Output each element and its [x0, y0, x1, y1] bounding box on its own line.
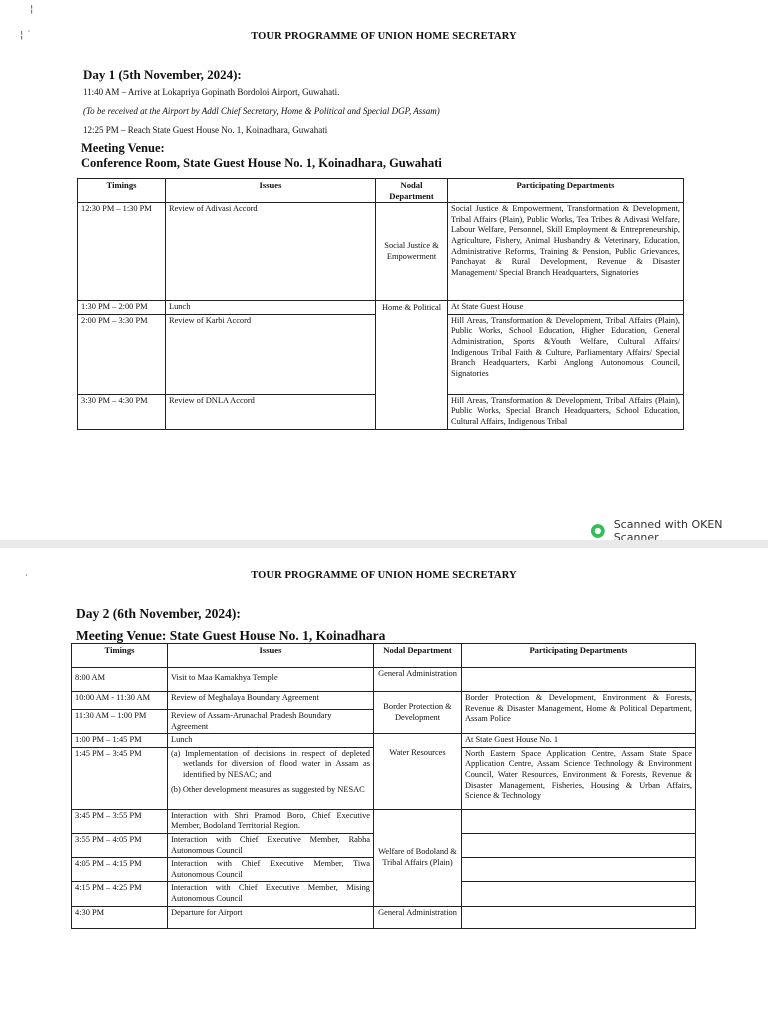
issue-cell: Review of DNLA Accord [166, 394, 376, 429]
issue-cell: Interaction with Shri Pramod Boro, Chief Executive Member, Bodoland Territorial Region. [168, 809, 374, 833]
departments-cell: At State Guest House [448, 301, 684, 315]
page-title: TOUR PROGRAMME OF UNION HOME SECRETARY [251, 570, 517, 581]
table-row [72, 668, 696, 692]
scan-mark: ¦ [30, 4, 34, 15]
table-row [72, 809, 696, 833]
schedule-table-day1 [77, 178, 684, 430]
issue-cell: Review of Assam-Arunachal Pradesh Boundary Agreement [168, 710, 374, 734]
departments-cell: North Eastern Space Application Centre, Assam State Space Application Centre, Assam Science Technology & Environment Council, Water Resources, Environment & Forests, Revenue & Disaster Management, Fisheries, Housing & Urban Affairs, Science & Technology [462, 747, 696, 809]
departments-cell [462, 668, 696, 692]
column-header: Timings [72, 644, 168, 668]
table-header-row [78, 179, 684, 203]
oken-scanner-icon [590, 523, 606, 539]
issue-cell: Interaction with Chief Executive Member, Mising Autonomous Council [168, 882, 374, 906]
departments-cell: Hill Areas, Transformation & Development, Tribal Affairs (Plain), Public Works, Special Branch Headquarters, School Education, Cultural Affairs, Indigenous Tribal [448, 394, 684, 429]
scan-mark: ¦ ˙ [20, 30, 32, 41]
day-heading: Day 2 (6th November, 2024): [76, 606, 241, 621]
issue-list [171, 749, 370, 795]
departments-cell [462, 809, 696, 833]
scanner-watermark [590, 518, 768, 540]
issue-cell: Visit to Maa Kamakhya Temple [168, 668, 374, 692]
departments-cell: Border Protection & Development, Environment & Forests, Revenue & Disaster Management, Home & Political Department, Assam Police [462, 692, 696, 734]
column-header: Issues [168, 644, 374, 668]
timing-cell: 3:55 PM – 4:05 PM [72, 833, 168, 857]
table-row [72, 906, 696, 928]
timing-cell: 3:45 PM – 3:55 PM [72, 809, 168, 833]
departments-cell [462, 858, 696, 882]
issue-cell [168, 747, 374, 809]
venue-label: Meeting Venue: [81, 141, 165, 155]
column-header: Participating Departments [448, 179, 684, 203]
day-heading: Day 1 (5th November, 2024): [83, 67, 242, 82]
table-row [72, 747, 696, 809]
issue-item: (b) Other development measures as suggested by NESAC [171, 784, 365, 794]
issue-cell: Departure for Airport [168, 906, 374, 928]
venue-text: Meeting Venue: State Guest House No. 1, Koinadhara [76, 628, 386, 643]
itinerary-line: 11:40 AM – Arrive at Lokapriya Gopinath Bordoloi Airport, Guwahati. [83, 87, 340, 97]
nodal-cell: Home & Political [376, 301, 448, 429]
timing-cell: 1:30 PM – 2:00 PM [78, 301, 166, 315]
nodal-cell: General Administration [374, 668, 462, 692]
column-header: Timings [78, 179, 166, 203]
departments-cell: Hill Areas, Transformation & Development, Tribal Affairs (Plain), Public Works, School Education, Higher Education, General Administration, Sports &Youth Welfare, Cultural Affairs/ Indigenous Tribal Faith & Culture, Parliamentary Affairs/ Special Branch Headquarters, Karbi Anglong Autonomous Council, Signatories [448, 314, 684, 394]
departments-cell [462, 833, 696, 857]
departments-cell: Social Justice & Empowerment, Transformation & Development, Tribal Affairs (Plain), Public Works, Tea Tribes & Adivasi Welfare, Labour Welfare, Personnel, Skill Employment & Entrepreneurship, Agriculture, Fishery, Animal Husbandry & Veterinary, Education, Administrative Reforms, Training & Pension, Public Grievances, Panchayat & Rural Development, Revenue & Disaster Management/ Special Branch Headquarters, Signatories [448, 203, 684, 301]
issue-cell: Interaction with Chief Executive Member, Rabha Autonomous Council [168, 833, 374, 857]
issue-cell: Review of Karbi Accord [166, 314, 376, 394]
timing-cell: 8:00 AM [72, 668, 168, 692]
nodal-cell: General Administration [374, 906, 462, 928]
timing-cell: 11:30 AM – 1:00 PM [72, 710, 168, 734]
departments-cell [462, 906, 696, 928]
timing-cell: 1:00 PM – 1:45 PM [72, 734, 168, 748]
issue-cell: Review of Adivasi Accord [166, 203, 376, 301]
page-title: TOUR PROGRAMME OF UNION HOME SECRETARY [251, 31, 517, 42]
table-row [78, 203, 684, 301]
issue-cell: Interaction with Chief Executive Member, Tiwa Autonomous Council [168, 858, 374, 882]
table-row [72, 734, 696, 748]
timing-cell: 12:30 PM – 1:30 PM [78, 203, 166, 301]
issue-item: (a) Implementation of decisions in respect of depleted wetlands for diversion of flood water in Assam as identified by NESAC; and [171, 748, 370, 779]
column-header: Issues [166, 179, 376, 203]
nodal-cell: Welfare of Bodoland & Tribal Affairs (Plain) [374, 809, 462, 906]
nodal-cell: Water Resources [374, 747, 462, 809]
departments-cell [462, 882, 696, 906]
timing-cell: 1:45 PM – 3:45 PM [72, 747, 168, 809]
itinerary-line: 12:25 PM – Reach State Guest House No. 1, Koinadhara, Guwahati [83, 125, 328, 135]
scanned-page-2 [0, 548, 768, 1024]
column-header: Participating Departments [462, 644, 696, 668]
table-row [72, 692, 696, 710]
table-row [78, 301, 684, 315]
timing-cell: 4:30 PM [72, 906, 168, 928]
timing-cell: 10:00 AM - 11:30 AM [72, 692, 168, 710]
schedule-table-day2 [71, 643, 696, 929]
column-header: Nodal Department [376, 179, 448, 203]
scan-mark: ˙ [24, 574, 29, 585]
timing-cell: 4:05 PM – 4:15 PM [72, 858, 168, 882]
nodal-cell [374, 734, 462, 748]
table-header-row [72, 644, 696, 668]
column-header: Nodal Department [374, 644, 462, 668]
departments-cell: At State Guest House No. 1 [462, 734, 696, 748]
issue-cell: Lunch [168, 734, 374, 748]
timing-cell: 2:00 PM – 3:30 PM [78, 314, 166, 394]
issue-cell: Review of Meghalaya Boundary Agreement [168, 692, 374, 710]
scanner-text: Scanned with OKEN Scanner [613, 518, 723, 540]
itinerary-note: (To be received at the Airport by Addl Chief Secretary, Home & Political and Special DGP, Assam) [83, 106, 440, 116]
venue-text: Conference Room, State Guest House No. 1, Koinadhara, Guwahati [81, 156, 442, 170]
timing-cell: 3:30 PM – 4:30 PM [78, 394, 166, 429]
timing-cell: 4:15 PM – 4:25 PM [72, 882, 168, 906]
nodal-cell: Social Justice & Empowerment [376, 203, 448, 301]
issue-cell: Lunch [166, 301, 376, 315]
nodal-cell: Border Protection & Development [374, 692, 462, 734]
